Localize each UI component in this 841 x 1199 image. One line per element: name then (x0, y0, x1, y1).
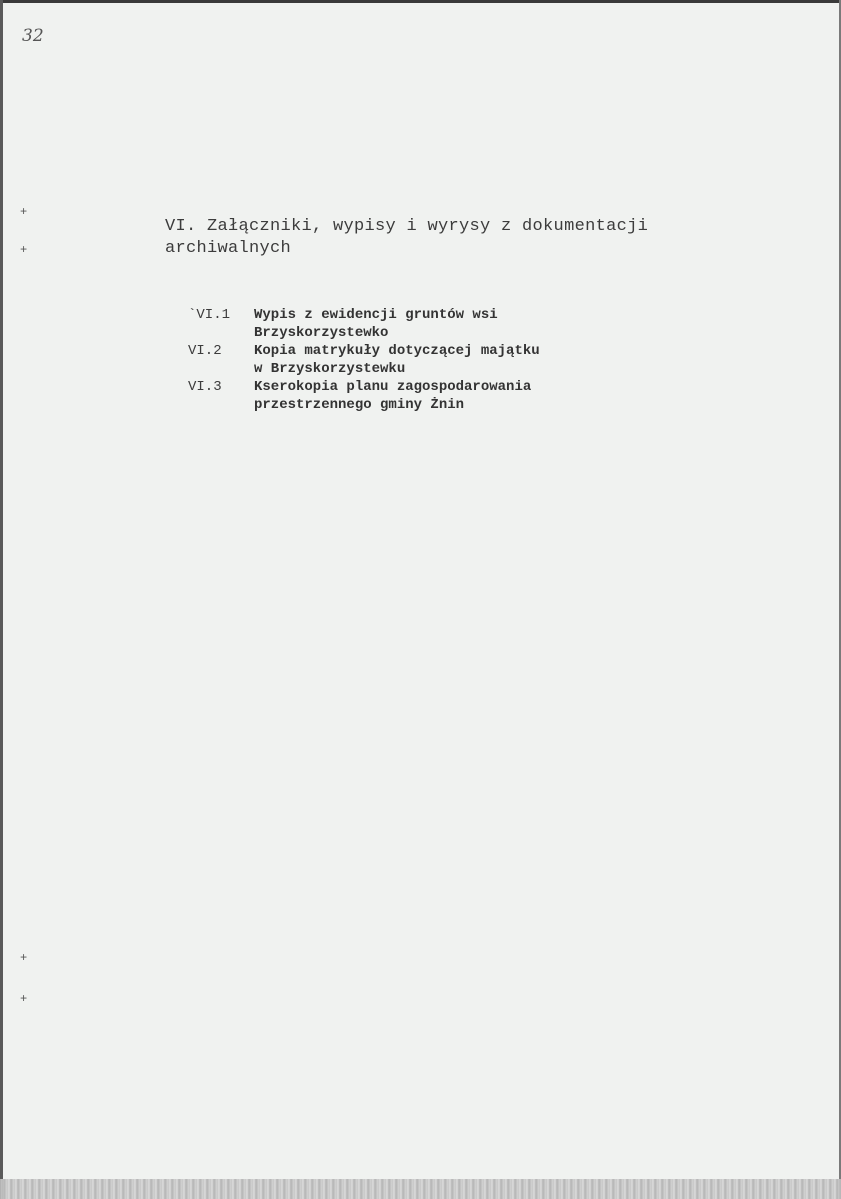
section-heading (165, 216, 765, 260)
punch-mark-4: + (20, 992, 28, 1006)
entry-text-line-1: Kopia matrykuły dotyczącej majątku (254, 343, 540, 359)
entry-text-line-2: przestrzennego gminy Żnin (254, 397, 465, 413)
entry-text (254, 342, 708, 378)
attachment-entry (188, 342, 708, 378)
entry-text (254, 306, 708, 342)
entry-text-line-1: Wypis z ewidencji gruntów wsi (254, 307, 498, 323)
entry-text-line-2: Brzyskorzystewko (254, 325, 389, 341)
punch-mark-2: + (20, 243, 28, 257)
entry-text-line-2: w Brzyskorzystewku (254, 361, 406, 377)
punch-mark-1: + (20, 205, 28, 219)
handwritten-page-number: 32 (22, 26, 44, 46)
punch-mark-3: + (20, 951, 28, 965)
entry-number: VI.2 (188, 343, 222, 359)
entry-number: `VI.1 (188, 307, 231, 323)
attachment-list (188, 306, 708, 414)
attachment-entry (188, 306, 708, 342)
section-heading-line-1: VI. Załączniki, wypisy i wyrysy z dokumentacji (165, 217, 649, 236)
entry-number: VI.3 (188, 379, 222, 395)
attachment-entry (188, 378, 708, 414)
entry-text-line-1: Kserokopia planu zagospodarowania (254, 379, 532, 395)
scan-top-border (0, 0, 841, 3)
scan-bottom-band (0, 1179, 841, 1199)
entry-text (254, 378, 708, 414)
scan-left-border (0, 0, 3, 1199)
section-heading-line-2: archiwalnych (165, 239, 292, 258)
